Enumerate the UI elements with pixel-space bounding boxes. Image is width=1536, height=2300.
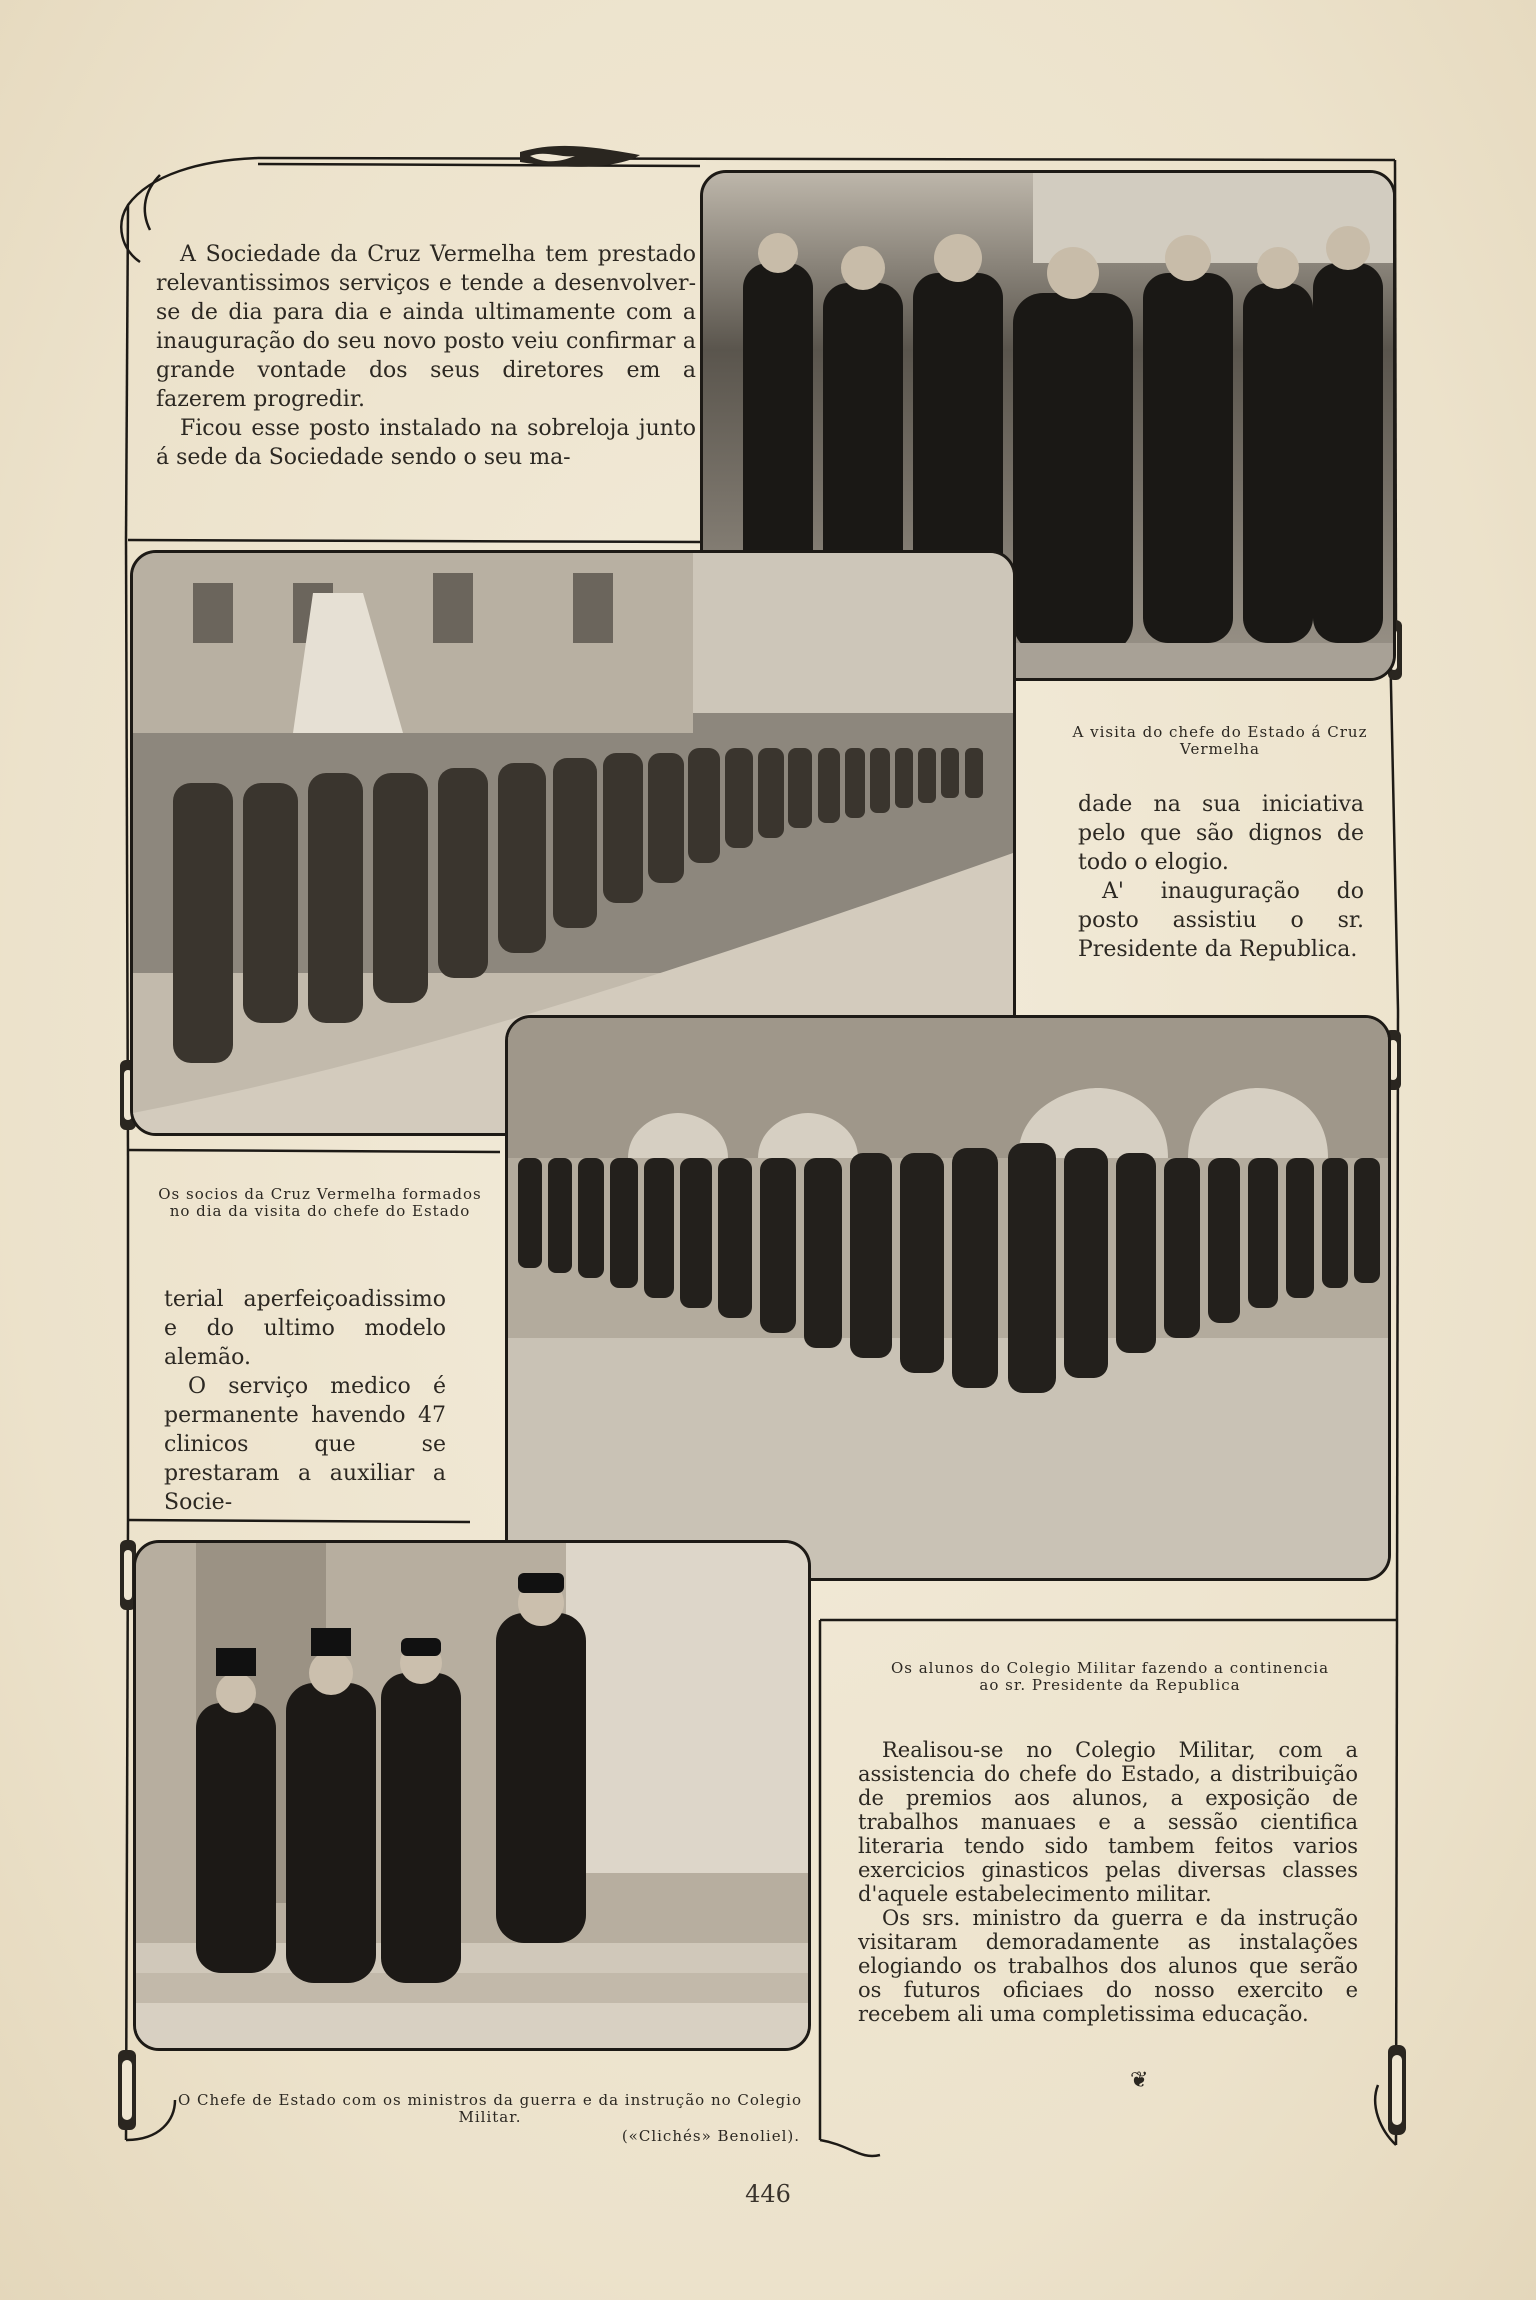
alunos-caption: Os alunos do Colegio Militar fazendo a continencia ao sr. Presidente da Republica — [890, 1659, 1330, 1694]
fleuron-icon: ❦ — [1130, 2068, 1149, 2093]
right-column-text — [1078, 790, 1364, 964]
right-column-paragraph-1: dade na sua iniciativa pelo que são dignos de todo o elogio. — [1078, 792, 1364, 875]
photo-head-of-state — [133, 1540, 811, 2051]
left-column-paragraph-2: O serviço medico é permanente havendo 47 clinicos que se prestaram a auxiliar a Socie- — [164, 1374, 446, 1515]
photo-military-students — [505, 1015, 1391, 1581]
intro-paragraph-1: A Sociedade da Cruz Vermelha tem prestado relevantissimos serviços e tende a desenvolver-se de dia para dia e ainda ultimamente com a inauguração do seu novo posto veiu confirmar a grande vontade dos seus diretores em a fazerem progredir. — [156, 242, 696, 412]
left-column-paragraph-1: terial aperfeiçoadissimo e do ultimo modelo alemão. — [164, 1287, 446, 1370]
intro-text — [156, 240, 696, 472]
right-column-paragraph-2: A' inauguração do posto assistiu o sr. Presidente da Republica. — [1078, 879, 1364, 962]
colegio-paragraph-2: Os srs. ministro da guerra e da instrução visitaram demoradamente as instalações elogiando os trabalhos dos alunos que serão os futuros oficiaes do nosso exercito e recebem ali uma completissima educação. — [858, 1906, 1358, 2026]
socios-caption: Os socios da Cruz Vermelha formados no dia da visita do chefe do Estado — [158, 1185, 482, 1220]
visit-caption: A visita do chefe do Estado á Cruz Vermelha — [1072, 723, 1368, 758]
head-of-state-with-ministers-photo-icon — [136, 1543, 808, 2048]
intro-paragraph-2: Ficou esse posto instalado na sobreloja junto á sede da Sociedade sendo o seu ma- — [156, 416, 696, 470]
left-column-text — [164, 1285, 446, 1517]
military-students-salute-photo-icon — [508, 1018, 1388, 1578]
page-number: 446 — [745, 2180, 791, 2208]
colegio-article — [858, 1738, 1358, 2026]
colegio-paragraph-1: Realisou-se no Colegio Militar, com a assistencia do chefe do Estado, a distribuição de premios aos alunos, a exposição de trabalhos manuaes e a sessão cientifica literaria tendo sido tambem feitos varios exercicios ginasticos pelas diversas classes d'aquele estabelecimento militar. — [858, 1738, 1358, 1906]
chefe-caption: O Chefe de Estado com os ministros da guerra e da instrução no Colegio Militar. — [177, 2091, 803, 2126]
photo-credit: («Clichés» Benoliel). — [621, 2127, 800, 2145]
